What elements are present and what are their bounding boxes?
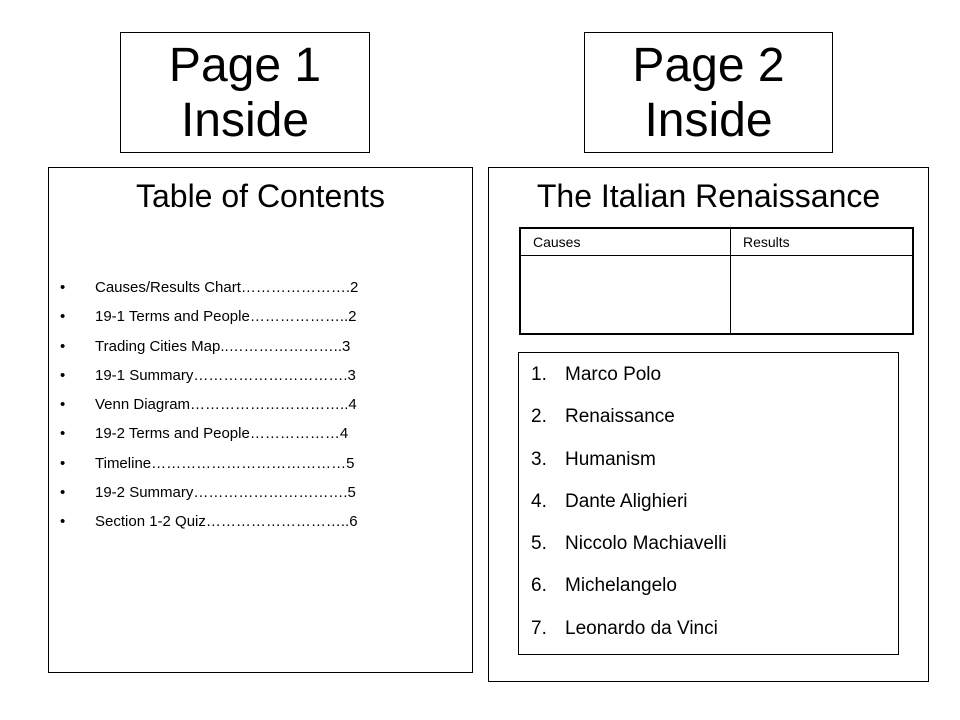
toc-item: • 19-1 Terms and People………………..2: [49, 302, 358, 331]
term-text: Renaissance: [565, 406, 675, 428]
term-item: [519, 488, 727, 530]
toc-item: • 19-1 Summary………………………….3: [49, 361, 358, 390]
page-1-label-line2: Inside: [180, 93, 310, 147]
term-number: 2.: [531, 406, 547, 428]
page-1-label: [120, 32, 370, 153]
term-number: 6.: [531, 575, 547, 597]
page-1-label-line1: Page 1: [168, 38, 322, 92]
toc-list: [49, 273, 358, 537]
causes-cell: [520, 256, 731, 335]
results-header: Results: [731, 228, 914, 256]
causes-header: Causes: [520, 228, 731, 256]
term-item: [519, 530, 727, 572]
causes-results-chart: [519, 227, 914, 335]
toc-item: • 19-2 Summary………………………….5: [49, 478, 358, 507]
toc-item: • Causes/Results Chart………………….2: [49, 273, 358, 302]
page-2-label-line1: Page 2: [632, 38, 785, 92]
term-text: Niccolo Machiavelli: [565, 533, 727, 555]
term-number: 4.: [531, 490, 547, 512]
term-text: Michelangelo: [565, 575, 677, 597]
term-text: Leonardo da Vinci: [565, 617, 718, 639]
terms-list-box: [518, 352, 899, 655]
toc-item: • Trading Cities Map..…………………..3: [49, 332, 358, 361]
renaissance-panel: [488, 167, 929, 682]
term-text: Humanism: [565, 448, 656, 470]
renaissance-title: The Italian Renaissance: [536, 178, 881, 214]
terms-list: [519, 361, 727, 657]
term-item: [519, 361, 727, 403]
toc-item: • Timeline…………………………………5: [49, 449, 358, 478]
table-of-contents-panel: [48, 167, 473, 673]
term-text: Marco Polo: [565, 364, 662, 385]
page-2-label-line2: Inside: [644, 93, 773, 147]
term-number: 1.: [531, 364, 547, 385]
toc-title: Table of Contents: [135, 178, 386, 214]
term-number: 7.: [531, 617, 547, 639]
term-item: [519, 572, 727, 614]
term-text: Dante Alighieri: [565, 490, 688, 512]
term-item: [519, 403, 727, 445]
toc-item: • Section 1-2 Quiz………………………..6: [49, 507, 358, 536]
term-number: 3.: [531, 448, 547, 470]
page-2-label: [584, 32, 833, 153]
toc-item: • 19-2 Terms and People………………4: [49, 419, 358, 448]
results-cell: [731, 256, 914, 335]
toc-item: • Venn Diagram…………………………..4: [49, 390, 358, 419]
term-item: [519, 615, 727, 657]
term-number: 5.: [531, 533, 547, 555]
term-item: [519, 446, 727, 488]
